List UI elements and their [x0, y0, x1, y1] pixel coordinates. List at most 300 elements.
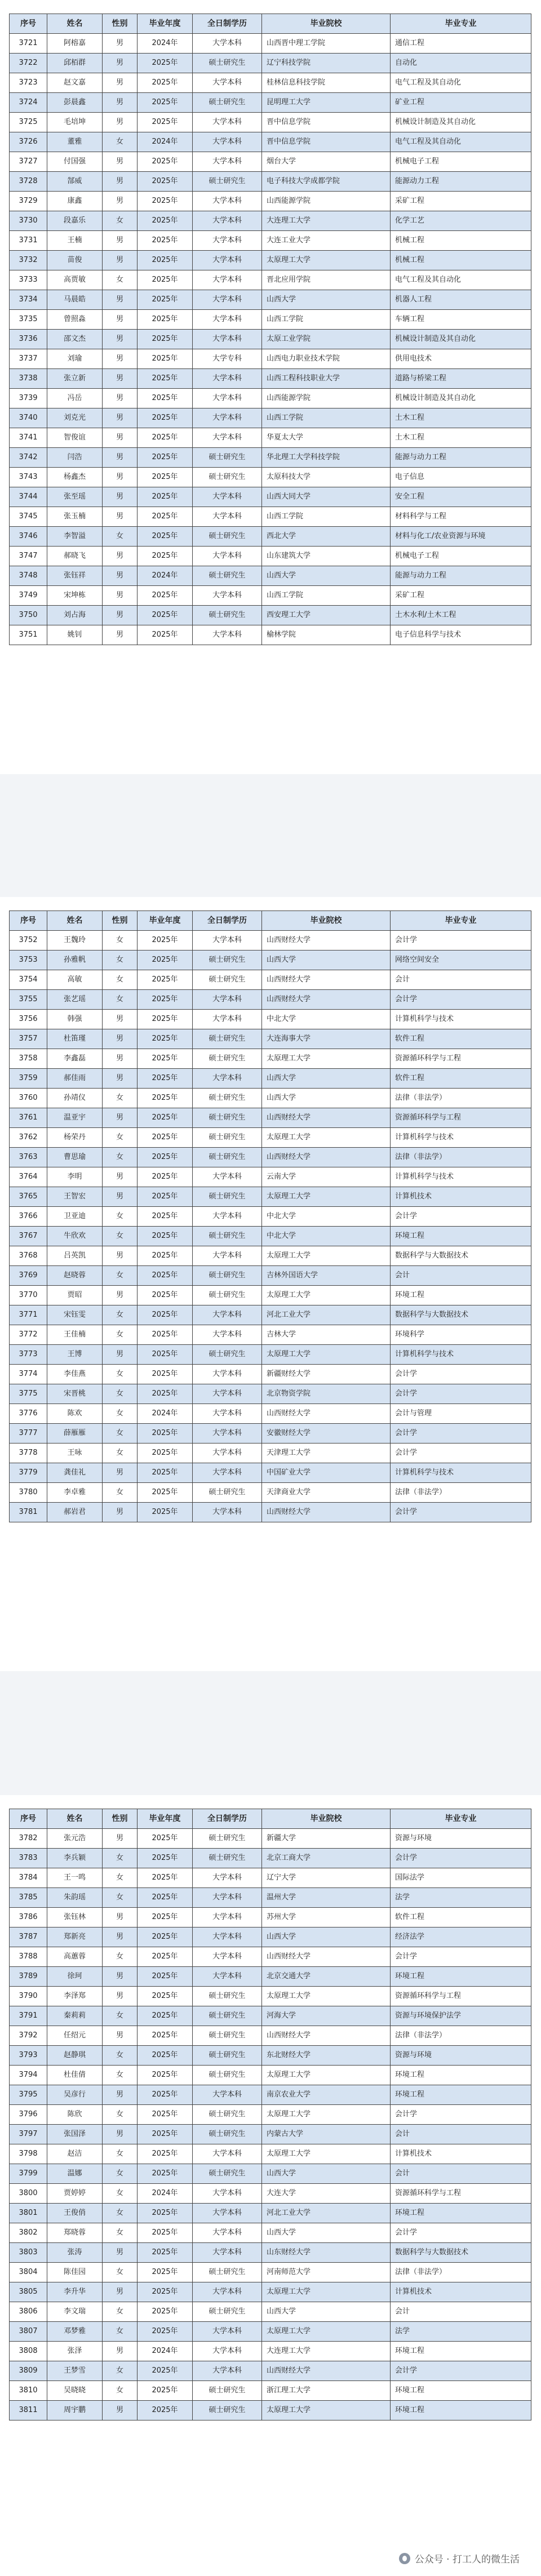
table-row	[10, 2302, 531, 2322]
major-cell: 矿业工程	[391, 93, 531, 113]
table-page-1	[0, 0, 541, 774]
seq-cell: 3794	[10, 2066, 47, 2085]
table-row	[10, 2223, 531, 2243]
year-cell: 2025年	[138, 1345, 193, 1365]
seq-cell: 3790	[10, 1987, 47, 2006]
major-cell: 会计与管理	[391, 1404, 531, 1424]
education-cell: 大学本科	[193, 2144, 262, 2164]
table-row	[10, 1849, 531, 1868]
major-cell: 环境工程	[391, 1286, 531, 1305]
education-cell: 大学本科	[193, 2243, 262, 2263]
school-cell: 山西大学	[262, 2302, 391, 2322]
education-cell: 硕士研究生	[193, 2125, 262, 2144]
school-cell: 桂林信息科技学院	[262, 73, 391, 93]
table-row	[10, 606, 531, 625]
name-cell: 吴彦行	[47, 2085, 103, 2105]
year-cell: 2025年	[138, 448, 193, 468]
name-cell: 邓梦雅	[47, 2322, 103, 2342]
seq-cell: 3778	[10, 1444, 47, 1463]
gender-cell: 男	[103, 586, 138, 606]
table-row	[10, 152, 531, 172]
seq-cell: 3759	[10, 1069, 47, 1089]
year-cell: 2025年	[138, 1128, 193, 1148]
seq-cell: 3745	[10, 507, 47, 527]
seq-cell: 3781	[10, 1503, 47, 1522]
year-cell: 2025年	[138, 1207, 193, 1227]
name-cell: 李文瑞	[47, 2302, 103, 2322]
gender-cell: 女	[103, 1207, 138, 1227]
table-row	[10, 1187, 531, 1207]
seq-cell: 3737	[10, 349, 47, 369]
name-cell: 温娜	[47, 2164, 103, 2184]
name-cell: 王魏玲	[47, 931, 103, 951]
major-cell: 土木工程	[391, 408, 531, 428]
table-row	[10, 1868, 531, 1888]
gender-cell: 女	[103, 970, 138, 990]
name-cell: 杨鑫杰	[47, 468, 103, 487]
school-cell: 山西财经大学	[262, 1148, 391, 1167]
major-cell: 资源循环科学与工程	[391, 1108, 531, 1128]
school-cell: 太原理工大学	[262, 2322, 391, 2342]
name-cell: 彭晨鑫	[47, 93, 103, 113]
table-row	[10, 231, 531, 251]
major-cell: 材料与化工/农业资源与环境	[391, 527, 531, 547]
table-row	[10, 1010, 531, 1029]
year-cell: 2025年	[138, 1010, 193, 1029]
column-header-year: 毕业年度	[138, 911, 193, 931]
gender-cell: 女	[103, 2006, 138, 2026]
school-cell: 山西大学	[262, 1927, 391, 1947]
school-cell: 河北工业大学	[262, 2204, 391, 2223]
gender-cell: 男	[103, 389, 138, 408]
education-cell: 大学本科	[193, 73, 262, 93]
major-cell: 软件工程	[391, 1069, 531, 1089]
column-header-major: 毕业专业	[391, 911, 531, 931]
table-row	[10, 1365, 531, 1384]
education-cell: 大学本科	[193, 1868, 262, 1888]
seq-cell: 3723	[10, 73, 47, 93]
school-cell: 苏州大学	[262, 1908, 391, 1927]
seq-cell: 3728	[10, 172, 47, 192]
table-row	[10, 1444, 531, 1463]
table-row	[10, 586, 531, 606]
year-cell: 2025年	[138, 1888, 193, 1908]
school-cell: 东北财经大学	[262, 2046, 391, 2066]
education-cell: 硕士研究生	[193, 1227, 262, 1246]
education-cell: 硕士研究生	[193, 1483, 262, 1503]
seq-cell: 3727	[10, 152, 47, 172]
seq-cell: 3722	[10, 54, 47, 73]
table-row	[10, 2401, 531, 2420]
column-header-seq: 序号	[10, 1809, 47, 1829]
table-row	[10, 192, 531, 211]
year-cell: 2024年	[138, 566, 193, 586]
gender-cell: 男	[103, 1927, 138, 1947]
school-cell: 山西财经大学	[262, 990, 391, 1010]
table-row	[10, 1888, 531, 1908]
education-cell: 硕士研究生	[193, 527, 262, 547]
school-cell: 大连工业大学	[262, 231, 391, 251]
seq-cell: 3800	[10, 2184, 47, 2204]
school-cell: 吉林外国语大学	[262, 1266, 391, 1286]
table-row	[10, 970, 531, 990]
column-header-major: 毕业专业	[391, 14, 531, 34]
table-row	[10, 1908, 531, 1927]
table-row	[10, 369, 531, 389]
table-row	[10, 1829, 531, 1849]
name-cell: 曾照淼	[47, 310, 103, 330]
table-row	[10, 211, 531, 231]
gender-cell: 男	[103, 34, 138, 54]
education-cell: 硕士研究生	[193, 1029, 262, 1049]
table-header-1	[10, 14, 531, 34]
gender-cell: 女	[103, 2302, 138, 2322]
major-cell: 采矿工程	[391, 586, 531, 606]
gender-cell: 女	[103, 2263, 138, 2282]
year-cell: 2024年	[138, 1404, 193, 1424]
seq-cell: 3752	[10, 931, 47, 951]
name-cell: 张涛	[47, 2243, 103, 2263]
name-cell: 王智宏	[47, 1187, 103, 1207]
school-cell: 山东财经大学	[262, 2243, 391, 2263]
year-cell: 2025年	[138, 1108, 193, 1128]
school-cell: 西北大学	[262, 527, 391, 547]
gender-cell: 男	[103, 93, 138, 113]
column-header-school: 毕业院校	[262, 911, 391, 931]
year-cell: 2025年	[138, 586, 193, 606]
table-row	[10, 2026, 531, 2046]
table-row	[10, 270, 531, 290]
table-row	[10, 468, 531, 487]
seq-cell: 3803	[10, 2243, 47, 2263]
education-cell: 大学本科	[193, 1305, 262, 1325]
column-header-school: 毕业院校	[262, 1809, 391, 1829]
year-cell: 2025年	[138, 931, 193, 951]
table-row	[10, 1286, 531, 1305]
year-cell: 2025年	[138, 93, 193, 113]
table-row	[10, 1987, 531, 2006]
school-cell: 山西大学	[262, 1069, 391, 1089]
year-cell: 2025年	[138, 408, 193, 428]
school-cell: 山西财经大学	[262, 2026, 391, 2046]
column-header-major: 毕业专业	[391, 1809, 531, 1829]
year-cell: 2025年	[138, 2085, 193, 2105]
seq-cell: 3768	[10, 1246, 47, 1266]
gender-cell: 男	[103, 1187, 138, 1207]
year-cell: 2025年	[138, 970, 193, 990]
gender-cell: 女	[103, 1089, 138, 1108]
education-cell: 大学本科	[193, 1503, 262, 1522]
seq-cell: 3791	[10, 2006, 47, 2026]
education-cell: 硕士研究生	[193, 1345, 262, 1365]
name-cell: 薛雁雁	[47, 1424, 103, 1444]
table-row	[10, 73, 531, 93]
name-cell: 陈欣	[47, 2105, 103, 2125]
seq-cell: 3786	[10, 1908, 47, 1927]
seq-cell: 3755	[10, 990, 47, 1010]
name-cell: 刘瑜	[47, 349, 103, 369]
school-cell: 云南大学	[262, 1167, 391, 1187]
year-cell: 2025年	[138, 1148, 193, 1167]
major-cell: 自动化	[391, 54, 531, 73]
name-cell: 李泽郑	[47, 1987, 103, 2006]
table-row	[10, 93, 531, 113]
table-row	[10, 951, 531, 970]
name-cell: 王楠	[47, 231, 103, 251]
seq-cell: 3726	[10, 132, 47, 152]
major-cell: 数据科学与大数据技术	[391, 2243, 531, 2263]
table-row	[10, 1266, 531, 1286]
watermark	[392, 2548, 526, 2568]
gender-cell: 男	[103, 231, 138, 251]
table-row	[10, 1029, 531, 1049]
column-header-year: 毕业年度	[138, 1809, 193, 1829]
gender-cell: 男	[103, 2125, 138, 2144]
seq-cell: 3734	[10, 290, 47, 310]
candidate-table-3	[9, 1809, 531, 2420]
year-cell: 2025年	[138, 1849, 193, 1868]
table-row	[10, 2381, 531, 2401]
gender-cell: 男	[103, 428, 138, 448]
major-cell: 法律（非法学）	[391, 2263, 531, 2282]
gender-cell: 女	[103, 1483, 138, 1503]
seq-cell: 3767	[10, 1227, 47, 1246]
major-cell: 环境工程	[391, 2342, 531, 2361]
name-cell: 陈佳园	[47, 2263, 103, 2282]
education-cell: 大学本科	[193, 251, 262, 270]
gender-cell: 男	[103, 54, 138, 73]
name-cell: 周宇鹏	[47, 2401, 103, 2420]
name-cell: 邵文杰	[47, 330, 103, 349]
school-cell: 中北大学	[262, 1227, 391, 1246]
gender-cell: 男	[103, 172, 138, 192]
school-cell: 太原理工大学	[262, 2105, 391, 2125]
table-row	[10, 487, 531, 507]
year-cell: 2025年	[138, 231, 193, 251]
school-cell: 太原理工大学	[262, 1128, 391, 1148]
school-cell: 大连大学	[262, 2184, 391, 2204]
name-cell: 温亚宇	[47, 1108, 103, 1128]
table-row	[10, 1947, 531, 1967]
education-cell: 大学本科	[193, 2223, 262, 2243]
name-cell: 高贾敏	[47, 270, 103, 290]
name-cell: 陈欢	[47, 1404, 103, 1424]
education-cell: 大学本科	[193, 2361, 262, 2381]
school-cell: 太原理工大学	[262, 251, 391, 270]
year-cell: 2025年	[138, 951, 193, 970]
table-row	[10, 566, 531, 586]
seq-cell: 3772	[10, 1325, 47, 1345]
name-cell: 郝晓飞	[47, 547, 103, 566]
education-cell: 大学本科	[193, 408, 262, 428]
name-cell: 秦莉莉	[47, 2006, 103, 2026]
seq-cell: 3765	[10, 1187, 47, 1207]
name-cell: 龚佳礼	[47, 1463, 103, 1483]
school-cell: 北京物资学院	[262, 1384, 391, 1404]
year-cell: 2025年	[138, 2204, 193, 2223]
gender-cell: 男	[103, 1967, 138, 1987]
education-cell: 大学本科	[193, 270, 262, 290]
education-cell: 硕士研究生	[193, 1108, 262, 1128]
year-cell: 2025年	[138, 1325, 193, 1345]
name-cell: 闫浩	[47, 448, 103, 468]
table-body-2	[10, 931, 531, 1522]
table-row	[10, 2322, 531, 2342]
education-cell: 硕士研究生	[193, 468, 262, 487]
education-cell: 硕士研究生	[193, 1089, 262, 1108]
year-cell: 2025年	[138, 1987, 193, 2006]
table-body-3	[10, 1829, 531, 2420]
table-row	[10, 2066, 531, 2085]
seq-cell: 3731	[10, 231, 47, 251]
year-cell: 2025年	[138, 1365, 193, 1384]
major-cell: 通信工程	[391, 34, 531, 54]
school-cell: 山西工程科技职业大学	[262, 369, 391, 389]
education-cell: 硕士研究生	[193, 2066, 262, 2085]
school-cell: 山西财经大学	[262, 2361, 391, 2381]
school-cell: 晋中信息学院	[262, 113, 391, 132]
gender-cell: 男	[103, 1286, 138, 1305]
major-cell: 会计	[391, 2164, 531, 2184]
school-cell: 太原理工大学	[262, 1345, 391, 1365]
gender-cell: 女	[103, 1305, 138, 1325]
table-row	[10, 448, 531, 468]
seq-cell: 3777	[10, 1424, 47, 1444]
table-row	[10, 251, 531, 270]
year-cell: 2025年	[138, 990, 193, 1010]
name-cell: 智俊谊	[47, 428, 103, 448]
year-cell: 2025年	[138, 1029, 193, 1049]
seq-cell: 3757	[10, 1029, 47, 1049]
education-cell: 大学本科	[193, 290, 262, 310]
table-row	[10, 290, 531, 310]
school-cell: 山西大学	[262, 2164, 391, 2184]
school-cell: 山西工学院	[262, 408, 391, 428]
major-cell: 环境工程	[391, 1227, 531, 1246]
school-cell: 太原工业学院	[262, 330, 391, 349]
education-cell: 硕士研究生	[193, 1987, 262, 2006]
year-cell: 2025年	[138, 2125, 193, 2144]
name-cell: 张钰林	[47, 1908, 103, 1927]
education-cell: 大学本科	[193, 2342, 262, 2361]
education-cell: 大学本科	[193, 152, 262, 172]
major-cell: 机器人工程	[391, 290, 531, 310]
name-cell: 任绍元	[47, 2026, 103, 2046]
education-cell: 大学本科	[193, 487, 262, 507]
table-row	[10, 54, 531, 73]
table-row	[10, 2105, 531, 2125]
year-cell: 2025年	[138, 1246, 193, 1266]
education-cell: 大学本科	[193, 1404, 262, 1424]
name-cell: 李升华	[47, 2282, 103, 2302]
name-cell: 赵静琪	[47, 2046, 103, 2066]
year-cell: 2025年	[138, 1483, 193, 1503]
major-cell: 电子信息科学与技术	[391, 625, 531, 645]
gender-cell: 女	[103, 2046, 138, 2066]
seq-cell: 3744	[10, 487, 47, 507]
name-cell: 孙雅帆	[47, 951, 103, 970]
gender-cell: 女	[103, 1888, 138, 1908]
major-cell: 资源与环境保护法学	[391, 2006, 531, 2026]
year-cell: 2025年	[138, 152, 193, 172]
school-cell: 北京交通大学	[262, 1967, 391, 1987]
school-cell: 山西工学院	[262, 310, 391, 330]
table-row	[10, 34, 531, 54]
gender-cell: 男	[103, 1049, 138, 1069]
year-cell: 2025年	[138, 290, 193, 310]
table-row	[10, 1207, 531, 1227]
table-row	[10, 349, 531, 369]
gender-cell: 女	[103, 2105, 138, 2125]
major-cell: 安全工程	[391, 487, 531, 507]
gender-cell: 女	[103, 1227, 138, 1246]
column-header-gender: 性别	[103, 14, 138, 34]
year-cell: 2025年	[138, 2302, 193, 2322]
watermark-text: 公众号 · 打工人的微生活	[414, 2554, 520, 2565]
gender-cell: 女	[103, 2144, 138, 2164]
year-cell: 2024年	[138, 2184, 193, 2204]
education-cell: 硕士研究生	[193, 970, 262, 990]
seq-cell: 3760	[10, 1089, 47, 1108]
major-cell: 机械电子工程	[391, 152, 531, 172]
year-cell: 2025年	[138, 2026, 193, 2046]
education-cell: 硕士研究生	[193, 566, 262, 586]
education-cell: 硕士研究生	[193, 1849, 262, 1868]
name-cell: 宋晋桃	[47, 1384, 103, 1404]
gender-cell: 女	[103, 2361, 138, 2381]
education-cell: 大学本科	[193, 990, 262, 1010]
school-cell: 华北理工大学科技学院	[262, 448, 391, 468]
gender-cell: 女	[103, 1148, 138, 1167]
table-row	[10, 1167, 531, 1187]
year-cell: 2025年	[138, 1424, 193, 1444]
school-cell: 电子科技大学成都学院	[262, 172, 391, 192]
table-row	[10, 132, 531, 152]
education-cell: 大学本科	[193, 586, 262, 606]
school-cell: 烟台大学	[262, 152, 391, 172]
name-cell: 张至瑶	[47, 487, 103, 507]
seq-cell: 3746	[10, 527, 47, 547]
major-cell: 会计	[391, 970, 531, 990]
major-cell: 软件工程	[391, 1908, 531, 1927]
name-cell: 张钰祥	[47, 566, 103, 586]
education-cell: 大学本科	[193, 2322, 262, 2342]
education-cell: 大学本科	[193, 547, 262, 566]
school-cell: 山西财经大学	[262, 1947, 391, 1967]
name-cell: 康鑫	[47, 192, 103, 211]
education-cell: 硕士研究生	[193, 2164, 262, 2184]
education-cell: 硕士研究生	[193, 93, 262, 113]
seq-cell: 3748	[10, 566, 47, 586]
seq-cell: 3801	[10, 2204, 47, 2223]
table-row	[10, 1325, 531, 1345]
seq-cell: 3807	[10, 2322, 47, 2342]
major-cell: 会计学	[391, 1384, 531, 1404]
education-cell: 硕士研究生	[193, 2026, 262, 2046]
education-cell: 大学本科	[193, 132, 262, 152]
year-cell: 2025年	[138, 1503, 193, 1522]
major-cell: 计算机科学与技术	[391, 1010, 531, 1029]
major-cell: 会计	[391, 2302, 531, 2322]
table-row	[10, 2164, 531, 2184]
major-cell: 材料科学与工程	[391, 507, 531, 527]
gender-cell: 男	[103, 1908, 138, 1927]
major-cell: 计算机技术	[391, 2144, 531, 2164]
seq-cell: 3756	[10, 1010, 47, 1029]
seq-cell: 3733	[10, 270, 47, 290]
table-row	[10, 507, 531, 527]
year-cell: 2025年	[138, 1463, 193, 1483]
